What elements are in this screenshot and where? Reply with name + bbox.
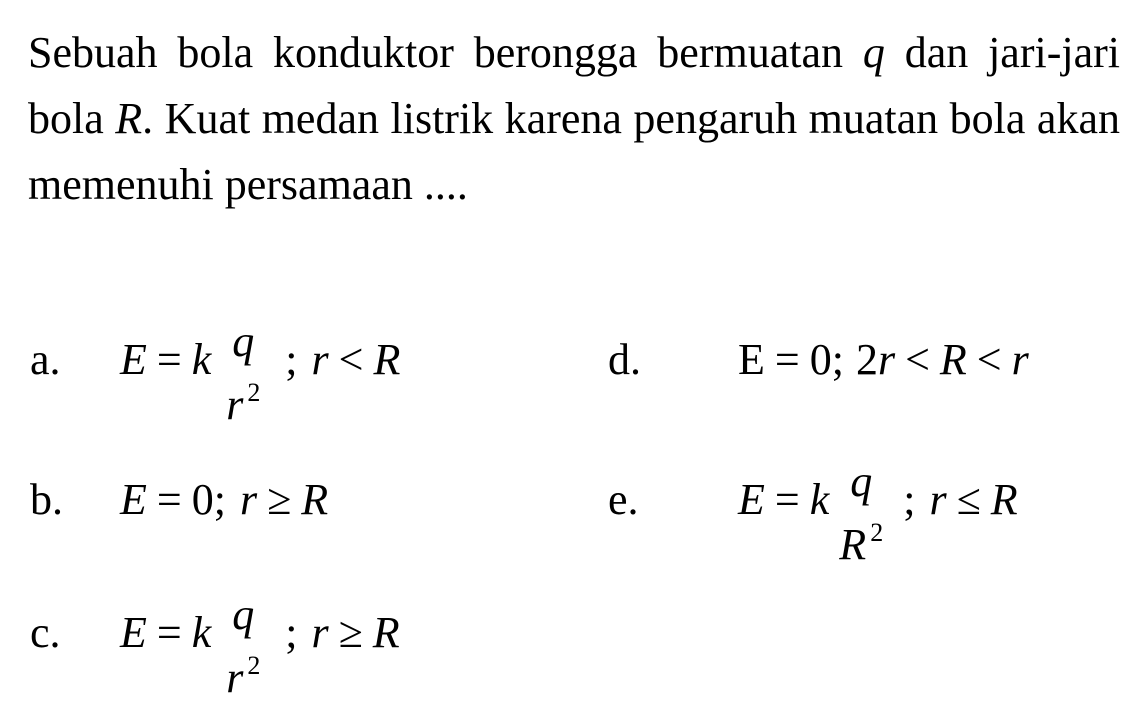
- option-e-E: E: [738, 475, 765, 524]
- option-c-denominator: [226, 640, 260, 704]
- charge-symbol: q: [862, 28, 885, 77]
- option-d[interactable]: [608, 325, 1118, 395]
- option-e-semicolon: ;: [903, 475, 916, 524]
- option-b-formula: [120, 465, 328, 535]
- option-e-fraction: [835, 458, 887, 571]
- option-e-cond-var: r: [929, 475, 947, 524]
- option-b[interactable]: [30, 465, 550, 535]
- option-b-E: E: [120, 475, 147, 524]
- option-d-eq: =: [774, 335, 800, 384]
- radius-symbol: R: [115, 94, 143, 143]
- option-a-cond-op: <: [338, 335, 364, 384]
- option-d-two: 2: [855, 335, 878, 384]
- option-d-op2: <: [976, 335, 1002, 384]
- option-e-eq: =: [774, 475, 800, 524]
- option-e-denominator: [839, 507, 883, 571]
- option-c-numerator: q: [232, 589, 255, 639]
- option-c-formula: [120, 589, 400, 702]
- option-a-k: k: [191, 335, 212, 384]
- question-text: [28, 20, 1120, 218]
- option-c[interactable]: [30, 589, 550, 702]
- option-c-k: k: [191, 608, 212, 657]
- option-a-numerator: q: [232, 316, 255, 366]
- option-b-zero: 0;: [191, 475, 226, 524]
- option-c-cond-op: ≥: [338, 608, 363, 657]
- option-a-denominator: [226, 367, 260, 431]
- option-d-letter: d.: [608, 335, 641, 384]
- option-d-R: R: [939, 335, 967, 384]
- option-d-op1: <: [905, 335, 930, 384]
- option-e-exponent: 2: [870, 517, 884, 547]
- question-mid1: dan jari-jari bola: [28, 28, 1120, 143]
- option-c-eq: =: [156, 608, 182, 657]
- option-e-cond-op: ≤: [956, 475, 981, 524]
- option-d-E: E: [738, 335, 765, 384]
- option-e-cond-rhs: R: [990, 475, 1018, 524]
- option-e-numerator: q: [850, 456, 873, 506]
- option-d-formula: [738, 325, 1029, 395]
- option-a-formula: [120, 316, 401, 429]
- option-c-exponent: 2: [247, 650, 261, 680]
- option-a-eq: =: [156, 335, 182, 384]
- option-e[interactable]: [608, 456, 1118, 569]
- question-line1: Sebuah bola konduktor berongga bermuatan: [28, 28, 843, 77]
- option-c-cond-var: r: [311, 608, 329, 657]
- option-e-den-base: R: [839, 519, 867, 569]
- option-b-cond-rhs: R: [301, 475, 329, 524]
- option-d-r1: r: [877, 335, 896, 384]
- question-mid2: . Kuat medan listrik karena pengaruh muatan bola akan memenuhi persamaan ....: [28, 94, 1120, 209]
- option-a-cond-rhs: R: [373, 335, 401, 384]
- option-c-letter: c.: [30, 608, 61, 657]
- option-c-fraction: [217, 591, 269, 704]
- option-e-letter: e.: [608, 475, 639, 524]
- option-e-k: k: [809, 475, 830, 524]
- option-b-letter: b.: [30, 475, 63, 524]
- option-c-den-base: r: [226, 652, 244, 702]
- option-c-E: E: [120, 608, 147, 657]
- option-d-zero: 0;: [809, 335, 844, 384]
- option-a-letter: a.: [30, 335, 61, 384]
- option-b-eq: =: [156, 475, 182, 524]
- option-e-formula: [738, 456, 1018, 569]
- option-a-E: E: [120, 335, 147, 384]
- option-a-exponent: 2: [247, 377, 261, 407]
- option-a-cond-var: r: [311, 335, 329, 384]
- option-b-cond-op: ≥: [267, 475, 292, 524]
- option-c-semicolon: ;: [285, 608, 298, 657]
- option-a-semicolon: ;: [285, 335, 298, 384]
- option-a-fraction: [217, 318, 269, 431]
- option-b-cond-var: r: [239, 475, 258, 524]
- option-a[interactable]: [30, 316, 550, 429]
- option-a-den-base: r: [226, 379, 244, 429]
- option-c-cond-rhs: R: [372, 608, 400, 657]
- option-d-r2: r: [1011, 335, 1029, 384]
